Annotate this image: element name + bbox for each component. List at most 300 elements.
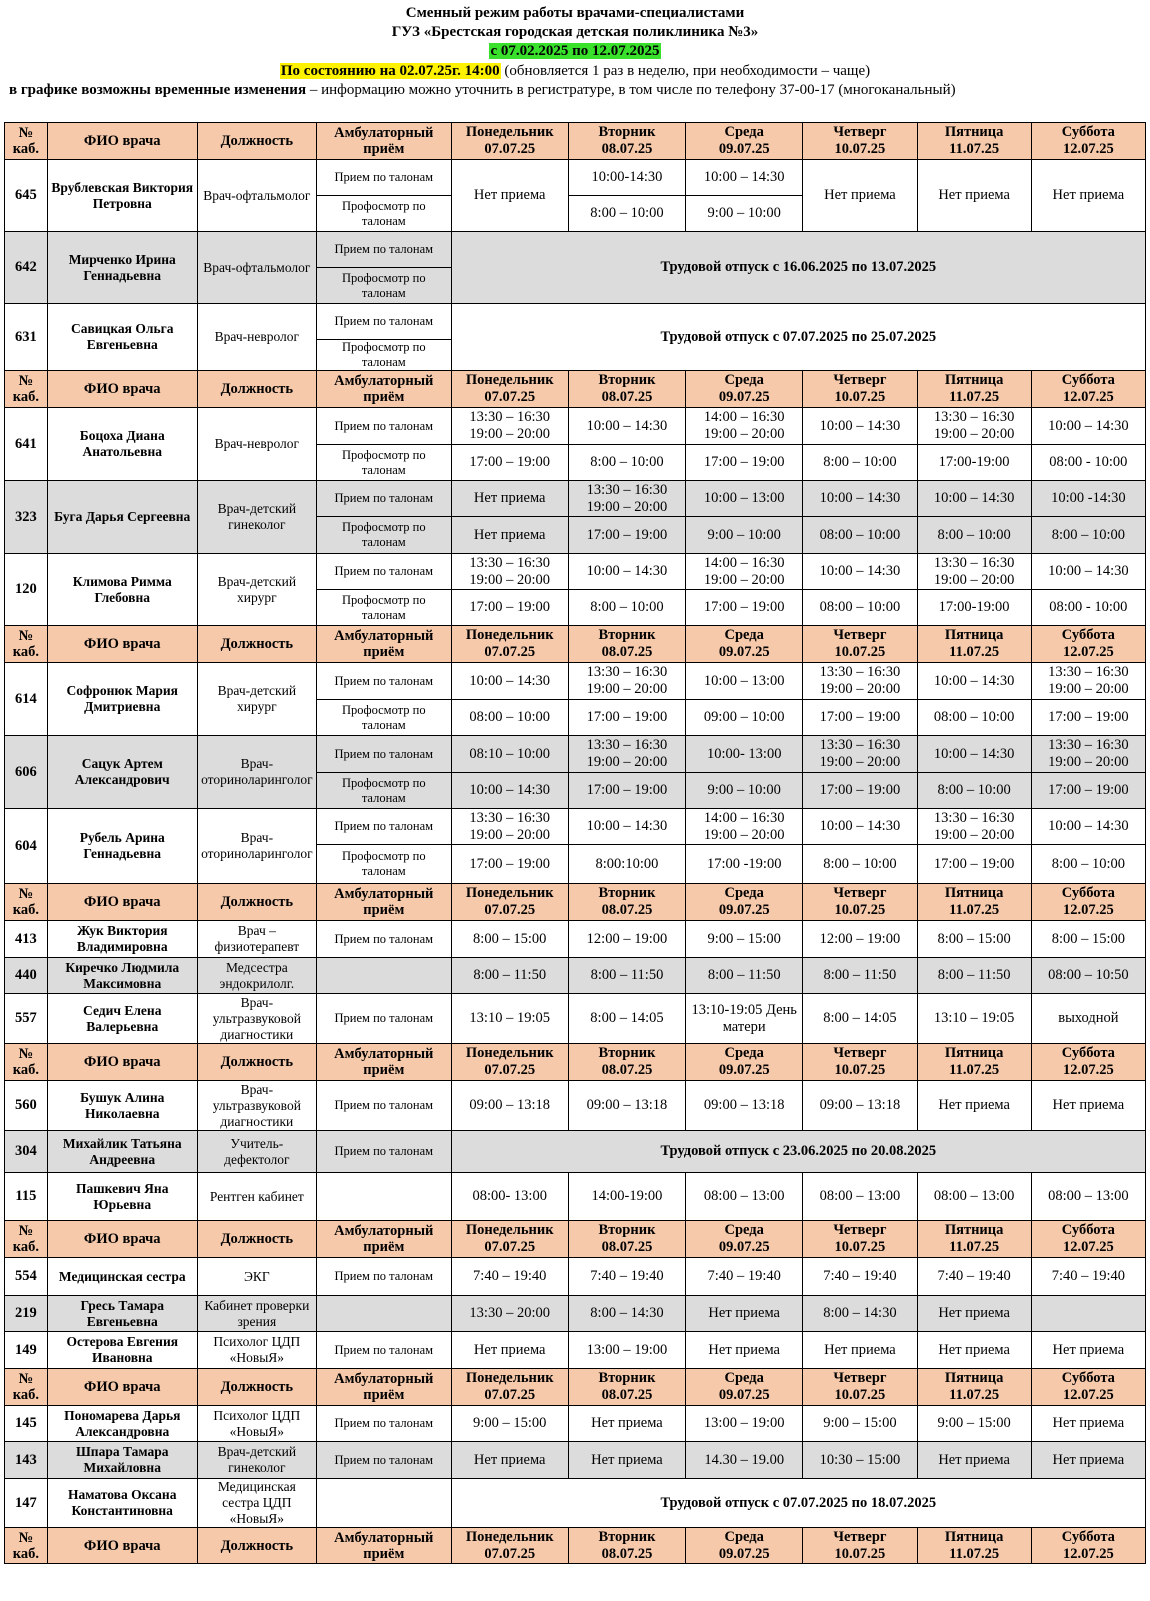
day-cell: 7:40 – 19:40 — [1031, 1258, 1145, 1296]
header-day-name: Вторник — [598, 1222, 656, 1238]
talon-time: 14:00 – 16:30 19:00 – 20:00 — [686, 554, 803, 590]
header-day-date: 08.07.25 — [601, 902, 653, 918]
prof-time: 9:00 – 10:00 — [686, 196, 803, 232]
prof-time: 8:00 – 10:00 — [568, 445, 685, 481]
prof-time: 17:00 – 19:00 — [568, 700, 685, 736]
day-cell: Нет приема — [451, 1332, 568, 1369]
header-day-5 — [1031, 884, 1145, 921]
column-header-row — [5, 371, 1146, 408]
day-cell: 8:00 – 15:00 — [917, 921, 1031, 958]
talon-time: 08:10 – 10:00 — [451, 736, 568, 773]
prof-time: 08:00 – 10:00 — [803, 517, 917, 554]
prof-time: 09:00 – 10:00 — [686, 700, 803, 736]
day-cell: 9:00 – 15:00 — [917, 1406, 1031, 1442]
header-day-name: Суббота — [1061, 627, 1115, 643]
talon-time: 10:00 – 14:30 — [803, 554, 917, 590]
prof-time: 08:00 - 10:00 — [1031, 445, 1145, 481]
cabinet-number: 614 — [5, 663, 48, 736]
talon-time: Нет приема — [451, 481, 568, 517]
prof-time: 8:00:10:00 — [568, 845, 685, 884]
header-day-4 — [917, 884, 1031, 921]
header-day-date: 07.07.25 — [484, 644, 536, 660]
cabinet-number: 304 — [5, 1131, 48, 1173]
header-day-0 — [451, 1369, 568, 1406]
doctor-position: Врач – физиотерапевт — [197, 921, 316, 958]
column-header-row — [5, 884, 1146, 921]
header-day-date: 10.07.25 — [834, 1387, 886, 1403]
doctor-position: Врач-офтальмолог — [197, 160, 316, 232]
ambulatory-type — [316, 958, 451, 994]
header-day-date: 08.07.25 — [601, 1239, 653, 1255]
talon-label: Прием по талонам — [316, 160, 451, 196]
header-day-date: 11.07.25 — [949, 1062, 1000, 1078]
header-day-3 — [803, 1044, 917, 1081]
talon-label: Прием по талонам — [316, 304, 451, 340]
prof-time: 9:00 – 10:00 — [686, 773, 803, 809]
header-day-date: 10.07.25 — [834, 1545, 886, 1562]
header-doctor-name: ФИО врача — [47, 626, 197, 663]
prof-time: 17:00 – 19:00 — [686, 445, 803, 481]
day-cell: 9:00 – 15:00 — [451, 1406, 568, 1442]
header-day-name: Среда — [724, 885, 764, 901]
header-day-name: Четверг — [833, 1370, 887, 1386]
header-day-3 — [803, 1369, 917, 1406]
talon-time: 10:00-14:30 — [568, 160, 685, 196]
talon-time: 10:00 – 14:30 — [803, 481, 917, 517]
prof-time: Нет приема — [451, 517, 568, 554]
day-cell: 10:30 – 15:00 — [803, 1442, 917, 1479]
doctor-position: Рентген кабинет — [197, 1173, 316, 1221]
day-cell: Нет приема — [686, 1296, 803, 1332]
header-day-date: 12.07.25 — [1062, 1387, 1114, 1403]
cabinet-number: 413 — [5, 921, 48, 958]
prof-time: 17:00 – 19:00 — [1031, 700, 1145, 736]
header-day-date: 11.07.25 — [949, 1387, 1000, 1403]
vacation-notice: Трудовой отпуск с 23.06.2025 по 20.08.2025 — [451, 1131, 1145, 1173]
header-day-name: Четверг — [833, 1528, 887, 1545]
cabinet-number: 631 — [5, 304, 48, 371]
talon-time: 10:00 – 14:30 — [1031, 408, 1145, 445]
header-day-name: Суббота — [1061, 124, 1115, 140]
day-cell: 12:00 – 19:00 — [803, 921, 917, 958]
table-row — [5, 809, 1146, 845]
prof-time: 10:00 – 14:30 — [451, 773, 568, 809]
day-cell: 08:00 – 10:50 — [1031, 958, 1145, 994]
header-day-date: 07.07.25 — [484, 141, 536, 157]
day-cell: 14.30 – 19.00 — [686, 1442, 803, 1479]
header-doctor-name: ФИО врача — [47, 1044, 197, 1081]
talon-time: 13:30 – 16:30 19:00 – 20:00 — [917, 809, 1031, 845]
day-cell: Нет приема — [568, 1406, 685, 1442]
day-cell: Нет приема — [1031, 1442, 1145, 1479]
header-day-name: Пятница — [944, 1222, 1004, 1238]
prof-time: 8:00 – 10:00 — [1031, 517, 1145, 554]
ambulatory-type: Прием по талонам — [316, 994, 451, 1044]
doctor-name: Буга Дарья Сергеевна — [47, 481, 197, 554]
header-day-date: 07.07.25 — [484, 1062, 536, 1078]
day-cell: Нет приема — [568, 1442, 685, 1479]
table-row — [5, 1296, 1146, 1332]
header-day-5 — [1031, 1221, 1145, 1258]
cabinet-number: 219 — [5, 1296, 48, 1332]
day-cell: 7:40 – 19:40 — [803, 1258, 917, 1296]
doctor-name: Софронюк Мария Дмитриевна — [47, 663, 197, 736]
header-day-0 — [451, 884, 568, 921]
header-day-date: 10.07.25 — [834, 902, 886, 918]
header-day-name: Среда — [724, 1045, 764, 1061]
header-day-date: 10.07.25 — [834, 141, 886, 157]
header-day-4 — [917, 123, 1031, 160]
doctor-name: Медицинская сестра — [47, 1258, 197, 1296]
header-day-name: Понедельник — [465, 1045, 554, 1061]
cabinet-number: 641 — [5, 408, 48, 481]
cabinet-number: 120 — [5, 554, 48, 626]
doctor-name: Наматова Оксана Константиновна — [47, 1479, 197, 1528]
prof-time: 17:00-19:00 — [917, 590, 1031, 626]
day-cell: Нет приема — [803, 1332, 917, 1369]
day-cell: Нет приема — [451, 160, 568, 232]
prof-label: Профосмотр по талонам — [316, 196, 451, 232]
prof-time: 17:00 – 19:00 — [803, 700, 917, 736]
day-cell: Нет приема — [917, 1332, 1031, 1369]
ambulatory-type: Прием по талонам — [316, 1081, 451, 1131]
header-day-3 — [803, 884, 917, 921]
talon-time: 10:00 – 14:30 — [917, 481, 1031, 517]
header-day-4 — [917, 1528, 1031, 1564]
header-day-date: 09.07.25 — [718, 389, 770, 405]
notice-rest: – информацию можно уточнить в регистратуре, в том числе по телефону 37-00-17 (многоканальный) — [306, 82, 956, 98]
header-day-2 — [686, 1044, 803, 1081]
header-cabinet: № каб. — [5, 371, 48, 408]
talon-time: 13:30 – 16:30 19:00 – 20:00 — [451, 554, 568, 590]
day-cell: 8:00 – 11:50 — [686, 958, 803, 994]
doctor-name: Пашкевич Яна Юрьевна — [47, 1173, 197, 1221]
ambulatory-type — [316, 1173, 451, 1221]
doctor-position: Врач-оториноларинголог — [197, 736, 316, 809]
header-day-4 — [917, 1221, 1031, 1258]
talon-label: Прием по талонам — [316, 408, 451, 445]
header-cabinet: № каб. — [5, 884, 48, 921]
column-header-row — [5, 1528, 1146, 1564]
header-day-date: 12.07.25 — [1062, 1545, 1114, 1562]
header-day-name: Суббота — [1061, 1370, 1115, 1386]
cabinet-number: 323 — [5, 481, 48, 554]
header-day-date: 11.07.25 — [949, 902, 1000, 918]
talon-label: Прием по талонам — [316, 554, 451, 590]
prof-time: 08:00 – 10:00 — [451, 700, 568, 736]
header-cabinet: № каб. — [5, 1369, 48, 1406]
prof-label: Профосмотр по талонам — [316, 773, 451, 809]
talon-time: 13:30 – 16:30 19:00 – 20:00 — [803, 736, 917, 773]
header-ambulatory: Амбулаторный приём — [316, 1221, 451, 1258]
table-row — [5, 1131, 1146, 1173]
header-cabinet: № каб. — [5, 1221, 48, 1258]
day-cell: Нет приема — [803, 160, 917, 232]
header-day-name: Среда — [724, 1370, 764, 1386]
header-day-5 — [1031, 1044, 1145, 1081]
header-day-date: 09.07.25 — [718, 644, 770, 660]
talon-time: 10:00 – 14:30 — [451, 663, 568, 700]
day-cell: 8:00 – 14:05 — [568, 994, 685, 1044]
doctor-position: Врач-невролог — [197, 408, 316, 481]
header-day-name: Четверг — [833, 372, 887, 388]
doctor-position: Врач-детский хирург — [197, 554, 316, 626]
header-day-0 — [451, 123, 568, 160]
talon-time: 13:30 – 16:30 19:00 – 20:00 — [568, 481, 685, 517]
header-position: Должность — [197, 1044, 316, 1081]
header-day-date: 10.07.25 — [834, 1239, 886, 1255]
table-row — [5, 1081, 1146, 1131]
talon-time: 10:00 – 13:00 — [686, 663, 803, 700]
cabinet-number: 149 — [5, 1332, 48, 1369]
ambulatory-type: Прием по талонам — [316, 1258, 451, 1296]
doctor-position: Врач-офтальмолог — [197, 232, 316, 304]
header-day-2 — [686, 1528, 803, 1564]
status-line — [0, 62, 1150, 81]
header-day-1 — [568, 1221, 685, 1258]
header-day-name: Пятница — [944, 1528, 1004, 1545]
day-cell: 8:00 – 15:00 — [451, 921, 568, 958]
prof-time: 9:00 – 10:00 — [686, 517, 803, 554]
day-cell: Нет приема — [1031, 160, 1145, 232]
header-position: Должность — [197, 1369, 316, 1406]
header-day-name: Пятница — [944, 1370, 1004, 1386]
prof-time: 17:00 – 19:00 — [451, 845, 568, 884]
column-header-row — [5, 1369, 1146, 1406]
header-doctor-name: ФИО врача — [47, 1369, 197, 1406]
prof-time: 8:00 – 10:00 — [803, 445, 917, 481]
doctor-name: Сацук Артем Александрович — [47, 736, 197, 809]
header-cabinet: № каб. — [5, 1528, 48, 1564]
header-day-name: Среда — [724, 124, 764, 140]
day-cell: 12:00 – 19:00 — [568, 921, 685, 958]
header-day-1 — [568, 371, 685, 408]
header-ambulatory: Амбулаторный приём — [316, 1369, 451, 1406]
day-cell: 7:40 – 19:40 — [451, 1258, 568, 1296]
header-day-name: Вторник — [598, 885, 656, 901]
header-position: Должность — [197, 626, 316, 663]
header-day-name: Суббота — [1061, 372, 1115, 388]
talon-time: 10:00 – 14:30 — [803, 408, 917, 445]
talon-time: 10:00 – 13:00 — [686, 481, 803, 517]
day-cell — [1031, 1296, 1145, 1332]
header-day-0 — [451, 371, 568, 408]
day-cell: 09:00 – 13:18 — [451, 1081, 568, 1131]
prof-time: 17:00 – 19:00 — [803, 773, 917, 809]
ambulatory-type: Прием по талонам — [316, 921, 451, 958]
header-ambulatory: Амбулаторный приём — [316, 371, 451, 408]
header-day-date: 08.07.25 — [601, 1062, 653, 1078]
day-cell: 13:10 – 19:05 — [917, 994, 1031, 1044]
header-day-name: Вторник — [598, 124, 656, 140]
status-note: (обновляется 1 раз в неделю, при необходимости – чаще) — [500, 63, 871, 79]
doctor-position: Врач-невролог — [197, 304, 316, 371]
header-day-4 — [917, 1369, 1031, 1406]
cabinet-number: 645 — [5, 160, 48, 232]
day-cell: 9:00 – 15:00 — [803, 1406, 917, 1442]
header-position: Должность — [197, 1528, 316, 1564]
header-cabinet: № каб. — [5, 1044, 48, 1081]
doctor-name: Седич Елена Валерьевна — [47, 994, 197, 1044]
doctor-name: Шпара Тамара Михайловна — [47, 1442, 197, 1479]
header-day-1 — [568, 626, 685, 663]
day-cell: 13:10-19:05 День матери — [686, 994, 803, 1044]
table-row — [5, 160, 1146, 196]
cabinet-number: 145 — [5, 1406, 48, 1442]
day-cell: Нет приема — [917, 1296, 1031, 1332]
vacation-notice: Трудовой отпуск с 07.07.2025 по 25.07.2025 — [451, 304, 1145, 371]
talon-label: Прием по талонам — [316, 809, 451, 845]
talon-time: 10:00 – 14:30 — [917, 663, 1031, 700]
day-cell: 7:40 – 19:40 — [917, 1258, 1031, 1296]
header-day-date: 09.07.25 — [718, 902, 770, 918]
cabinet-number: 560 — [5, 1081, 48, 1131]
notice-bold: в графике возможны временные изменения — [9, 82, 307, 98]
status-highlight: По состоянию на 02.07.25г. 14:00 — [280, 63, 500, 79]
doctor-position: Врач-детский гинеколог — [197, 481, 316, 554]
header-day-1 — [568, 123, 685, 160]
header-day-2 — [686, 123, 803, 160]
header-day-name: Вторник — [598, 1528, 656, 1545]
header-day-0 — [451, 1528, 568, 1564]
doctor-position: Медсестра эндокрилолг. — [197, 958, 316, 994]
header-day-date: 11.07.25 — [949, 389, 1000, 405]
table-row — [5, 1406, 1146, 1442]
talon-time: 14:00 – 16:30 19:00 – 20:00 — [686, 408, 803, 445]
table-row — [5, 1173, 1146, 1221]
header-day-name: Четверг — [833, 627, 887, 643]
prof-label: Профосмотр по талонам — [316, 268, 451, 304]
title-line-2: ГУЗ «Брестская городская детская поликлиника №3» — [391, 24, 759, 40]
talon-label: Прием по талонам — [316, 232, 451, 268]
talon-label: Прием по талонам — [316, 663, 451, 700]
table-row — [5, 663, 1146, 700]
schedule-table — [4, 122, 1146, 1564]
talon-time: 10:00- 13:00 — [686, 736, 803, 773]
doctor-name: Врублевская Виктория Петровна — [47, 160, 197, 232]
cabinet-number: 554 — [5, 1258, 48, 1296]
doctor-position: Психолог ЦДП «НовыЯ» — [197, 1332, 316, 1369]
header-day-1 — [568, 1044, 685, 1081]
header-day-date: 08.07.25 — [601, 1545, 653, 1562]
talon-time: 10:00 – 14:30 — [1031, 809, 1145, 845]
header-day-date: 12.07.25 — [1062, 141, 1114, 157]
prof-time: 17:00 – 19:00 — [686, 590, 803, 626]
doctor-name: Пономарева Дарья Александровна — [47, 1406, 197, 1442]
header-day-3 — [803, 1528, 917, 1564]
talon-time: 10:00 – 14:30 — [568, 809, 685, 845]
doctor-position: Врач-ультразвуковой диагностики — [197, 1081, 316, 1131]
header-day-4 — [917, 371, 1031, 408]
doctor-name: Михайлик Татьяна Андреевна — [47, 1131, 197, 1173]
header-day-5 — [1031, 1369, 1145, 1406]
header-position: Должность — [197, 371, 316, 408]
prof-label: Профосмотр по талонам — [316, 590, 451, 626]
ambulatory-type — [316, 1479, 451, 1528]
day-cell: 09:00 – 13:18 — [568, 1081, 685, 1131]
prof-label: Профосмотр по талонам — [316, 700, 451, 736]
header-day-name: Понедельник — [465, 627, 554, 643]
header-position: Должность — [197, 123, 316, 160]
doctor-position: Врач-детский гинеколог — [197, 1442, 316, 1479]
cabinet-number: 143 — [5, 1442, 48, 1479]
period-highlight: с 07.02.2025 по 12.07.2025 — [490, 43, 660, 59]
prof-label: Профосмотр по талонам — [316, 445, 451, 481]
header-day-date: 07.07.25 — [484, 902, 536, 918]
doctor-position: Учитель-дефектолог — [197, 1131, 316, 1173]
doctor-name: Бушук Алина Николаевна — [47, 1081, 197, 1131]
cabinet-number: 557 — [5, 994, 48, 1044]
header-day-date: 09.07.25 — [718, 1387, 770, 1403]
talon-label: Прием по талонам — [316, 481, 451, 517]
talon-time: 13:30 – 16:30 19:00 – 20:00 — [451, 809, 568, 845]
talon-time: 13:30 – 16:30 19:00 – 20:00 — [451, 408, 568, 445]
prof-label: Профосмотр по талонам — [316, 845, 451, 884]
header-day-5 — [1031, 626, 1145, 663]
talon-time: 14:00 – 16:30 19:00 – 20:00 — [686, 809, 803, 845]
day-cell: выходной — [1031, 994, 1145, 1044]
header-day-name: Понедельник — [465, 372, 554, 388]
column-header-row — [5, 1044, 1146, 1081]
day-cell: 08:00 – 13:00 — [917, 1173, 1031, 1221]
day-cell: Нет приема — [917, 1442, 1031, 1479]
doctor-name: Климова Римма Глебовна — [47, 554, 197, 626]
table-row — [5, 481, 1146, 517]
header-day-3 — [803, 1221, 917, 1258]
header-day-date: 11.07.25 — [949, 644, 1000, 660]
day-cell: 08:00- 13:00 — [451, 1173, 568, 1221]
day-cell: 09:00 – 13:18 — [803, 1081, 917, 1131]
header-ambulatory: Амбулаторный приём — [316, 626, 451, 663]
talon-time: 10:00 – 14:30 — [803, 809, 917, 845]
header-day-name: Четверг — [833, 1045, 887, 1061]
doctor-name: Рубель Арина Геннадьевна — [47, 809, 197, 884]
day-cell: 08:00 – 13:00 — [803, 1173, 917, 1221]
header-ambulatory: Амбулаторный приём — [316, 1528, 451, 1564]
prof-time: 08:00 - 10:00 — [1031, 590, 1145, 626]
talon-label: Прием по талонам — [316, 736, 451, 773]
header-day-date: 07.07.25 — [484, 1387, 536, 1403]
doctor-name: Гресь Тамара Евгеньевна — [47, 1296, 197, 1332]
day-cell: 8:00 – 11:50 — [917, 958, 1031, 994]
day-cell: 8:00 – 15:00 — [1031, 921, 1145, 958]
table-row — [5, 736, 1146, 773]
table-row — [5, 304, 1146, 340]
cabinet-number: 147 — [5, 1479, 48, 1528]
notice-line — [9, 81, 1149, 100]
header-position: Должность — [197, 884, 316, 921]
doctor-position: Врач-детский хирург — [197, 663, 316, 736]
doctor-name: Боцоха Диана Анатольевна — [47, 408, 197, 481]
header-day-5 — [1031, 1528, 1145, 1564]
talon-time: 10:00 – 14:30 — [686, 160, 803, 196]
header-day-2 — [686, 1221, 803, 1258]
cabinet-number: 642 — [5, 232, 48, 304]
header-day-date: 10.07.25 — [834, 389, 886, 405]
header-day-date: 08.07.25 — [601, 141, 653, 157]
day-cell: 9:00 – 15:00 — [686, 921, 803, 958]
header-ambulatory: Амбулаторный приём — [316, 123, 451, 160]
doctor-position: Врач-оториноларинголог — [197, 809, 316, 884]
table-row — [5, 921, 1146, 958]
day-cell: 8:00 – 14:30 — [803, 1296, 917, 1332]
header-day-name: Вторник — [598, 627, 656, 643]
prof-time: 8:00 – 10:00 — [1031, 845, 1145, 884]
header-day-1 — [568, 1369, 685, 1406]
day-cell: 8:00 – 14:05 — [803, 994, 917, 1044]
cabinet-number: 440 — [5, 958, 48, 994]
day-cell: 09:00 – 13:18 — [686, 1081, 803, 1131]
